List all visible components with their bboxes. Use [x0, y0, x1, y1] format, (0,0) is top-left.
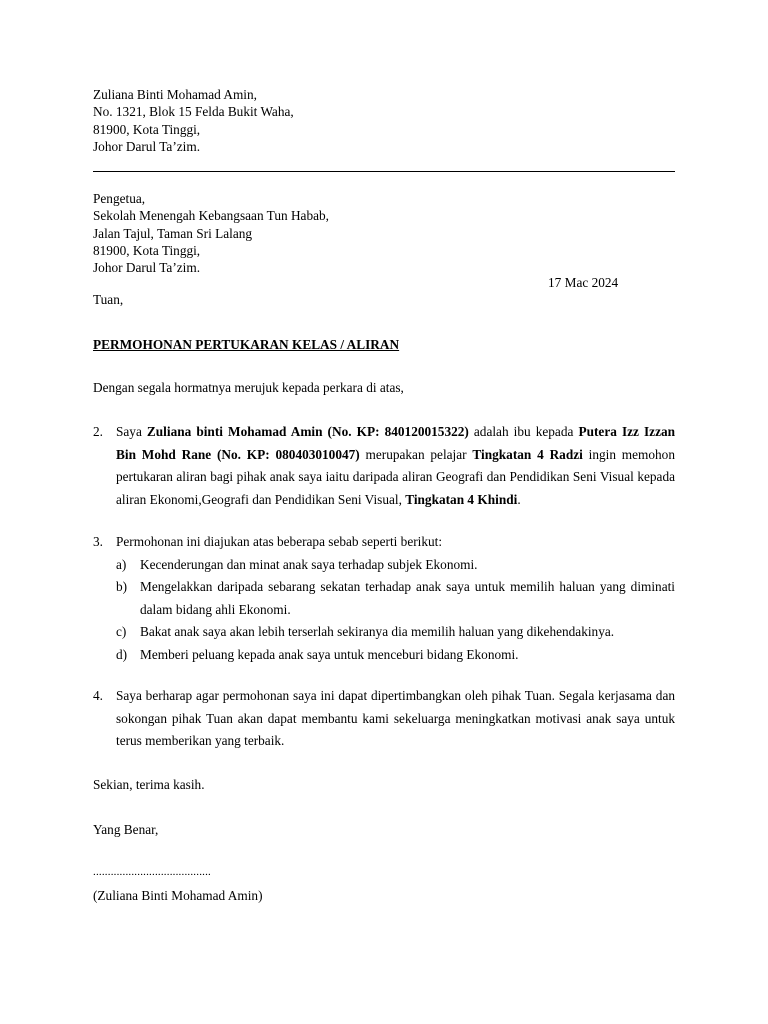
- paragraph-number: 2.: [93, 424, 103, 439]
- header-divider: [93, 171, 675, 172]
- paragraph-2: [93, 421, 675, 511]
- signoff: Yang Benar,: [93, 822, 159, 837]
- letter-subject: PERMOHONAN PERTUKARAN KELAS / ALIRAN: [93, 337, 400, 352]
- reason-text: Mengelakkan daripada sebarang sekatan terhadap anak saya untuk memilih haluan yang diminati dalam bidang ahli Ekonomi.: [140, 579, 675, 617]
- requested-class: Tingkatan 4 Khindi: [405, 491, 518, 507]
- recipient-address-line: Sekolah Menengah Kebangsaan Tun Habab,: [93, 208, 329, 224]
- paragraph-text: ingin memohon pertukaran aliran bagi pihak anak saya iaitu daripada aliran Geografi dan Pendidikan Seni Visual kepada aliran Ekonomi,Geografi dan Pendidikan Seni Visual,: [116, 446, 675, 507]
- signature-line: ........................................: [93, 866, 211, 878]
- applicant-identity: Zuliana binti Mohamad Amin (No. KP: 840120015322): [146, 424, 469, 439]
- sender-address: [93, 86, 294, 155]
- closing-line: Sekian, terima kasih.: [93, 777, 205, 792]
- reason-letter: c): [116, 624, 127, 640]
- reason-text: Kecenderungan dan minat anak saya terhadap subjek Ekonomi.: [140, 556, 478, 572]
- paragraph-text: Saya: [116, 424, 147, 439]
- recipient-address: [93, 190, 329, 276]
- sender-address-line: 81900, Kota Tinggi,: [93, 121, 201, 137]
- reason-text: Memberi peluang kepada anak saya untuk menceburi bidang Ekonomi.: [140, 646, 519, 662]
- sender-address-line: No. 1321, Blok 15 Felda Bukit Waha,: [93, 104, 294, 120]
- reason-item: [93, 554, 675, 577]
- paragraph-number: 4.: [93, 688, 103, 703]
- paragraph-text: adalah ibu kepada: [468, 424, 579, 439]
- paragraph-body: [116, 421, 675, 511]
- reason-letter: b): [116, 579, 128, 595]
- sender-address-line: Zuliana Binti Mohamad Amin,: [93, 87, 257, 102]
- paragraph-number: 3.: [93, 534, 103, 549]
- salutation: Tuan,: [93, 292, 124, 307]
- paragraph-3: [93, 531, 675, 666]
- student-identity: Putera Izz Izzan Bin Mohd Rane (No. KP: 080403010047): [116, 424, 676, 462]
- reason-item: [93, 644, 675, 667]
- reason-item: [93, 576, 675, 621]
- reason-letter: d): [116, 646, 128, 662]
- recipient-address-line: Pengetua,: [93, 191, 146, 206]
- signature-name: (Zuliana Binti Mohamad Amin): [93, 888, 263, 903]
- reason-item: [93, 621, 675, 644]
- opening-line: Dengan segala hormatnya merujuk kepada perkara di atas,: [93, 380, 404, 395]
- paragraph-intro: Permohonan ini diajukan atas beberapa sebab seperti berikut:: [116, 534, 443, 549]
- sender-address-line: Johor Darul Ta’zim.: [93, 138, 201, 154]
- paragraph-text: .: [517, 491, 521, 507]
- reason-letter: a): [116, 556, 127, 572]
- recipient-address-line: 81900, Kota Tinggi,: [93, 242, 201, 258]
- paragraph-body: Saya berharap agar permohonan saya ini dapat dipertimbangkan oleh pihak Tuan. Segala kerjasama dan sokongan pihak Tuan akan dapat membantu kami sekeluarga meningkatkan motivasi anak saya untuk terus memberikan yang terbaik.: [116, 688, 675, 749]
- paragraph-4: [93, 685, 675, 753]
- reason-text: Bakat anak saya akan lebih terserlah sekiranya dia memilih haluan yang dikehendakinya.: [140, 624, 615, 640]
- recipient-address-line: Jalan Tajul, Taman Sri Lalang: [93, 225, 253, 241]
- letter-date: 17 Mac 2024: [548, 275, 619, 290]
- recipient-address-line: Johor Darul Ta’zim.: [93, 260, 201, 276]
- paragraph-text: merupakan pelajar: [359, 446, 473, 462]
- current-class: Tingkatan 4 Radzi: [472, 446, 583, 462]
